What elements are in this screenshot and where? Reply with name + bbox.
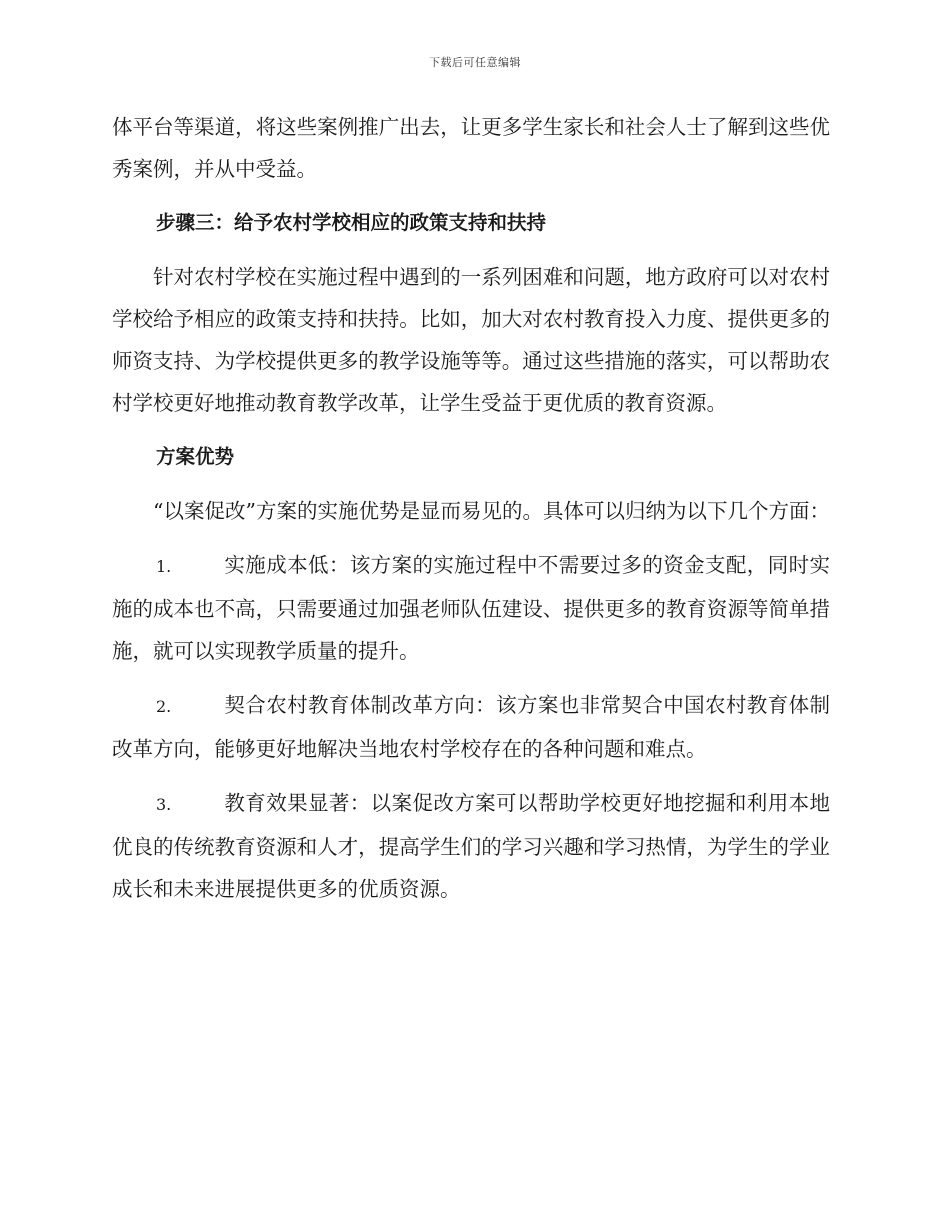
paragraph-continuation: 体平台等渠道，将这些案例推广出去，让更多学生家长和社会人士了解到这些优秀案例，并从中受益。 <box>112 115 830 181</box>
list-item-text: 实施成本低：该方案的实施过程中不需要过多的资金支配，同时实施的成本也不高，只需要通过加强老师队伍建设、提供更多的教育资源等简单措施，就可以实现教学质量的提升。 <box>112 553 830 663</box>
document-body <box>112 106 830 922</box>
list-item <box>112 782 830 910</box>
list-item-number: 1. <box>156 557 172 576</box>
page-header: 下载后可任意编辑 <box>429 56 521 69</box>
paragraph-policy-support: 针对农村学校在实施过程中遇到的一系列困难和问题，地方政府可以对农村学校给予相应的政策支持和扶持。比如，加大对农村教育投入力度、提供更多的师资支持、为学校提供更多的教学设施等等。通过这些措施的落实，可以帮助农村学校更好地推动教育教学改革，让学生受益于更优质的教育资源。 <box>112 265 830 415</box>
list-item-number: 3. <box>156 795 172 814</box>
paragraph-advantages-intro: “以案促改”方案的实施优势是显而易见的。具体可以归纳为以下几个方面： <box>153 499 830 523</box>
list-item <box>112 544 830 672</box>
list-item-text: 契合农村教育体制改革方向：该方案也非常契合中国农村教育体制改革方向，能够更好地解决当地农村学校存在的各种问题和难点。 <box>112 693 830 761</box>
list-item-text: 教育效果显著：以案促改方案可以帮助学校更好地挖掘和利用本地优良的传统教育资源和人才，提高学生们的学习兴趣和学习热情，为学生的学业成长和未来进展提供更多的优质资源。 <box>112 791 830 901</box>
section-heading-step3: 步骤三：给予农村学校相应的政策支持和扶持 <box>156 211 547 234</box>
section-heading-advantages: 方案优势 <box>156 445 235 468</box>
list-item-number: 2. <box>156 697 172 716</box>
list-item <box>112 684 830 770</box>
